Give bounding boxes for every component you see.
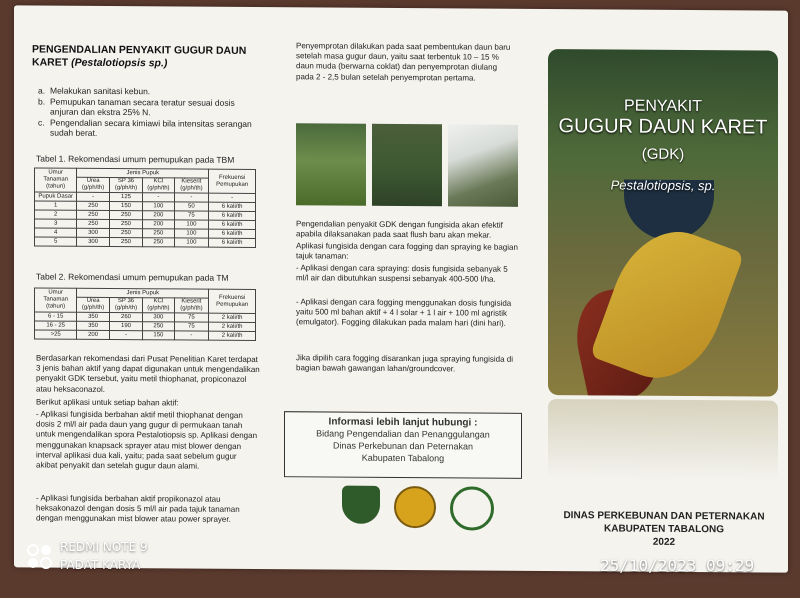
contact-heading: Informasi lebih lanjut hubungi :	[328, 416, 478, 429]
agency-seal-icon	[394, 486, 436, 528]
list-item: a. Melakukan sanitasi kebun.	[38, 85, 151, 97]
header-cell: Umur Tanaman (tahun)	[35, 288, 77, 312]
agency-region: KABUPATEN TABALONG	[604, 523, 724, 536]
cover-title-line1: PENYAKIT	[624, 97, 702, 116]
table-row	[35, 330, 256, 341]
table1-caption: Tabel 1. Rekomendasi umum pemupukan pada TBM	[36, 153, 235, 165]
table-cell: 300	[77, 237, 109, 246]
table-cell: 190	[109, 321, 143, 330]
photo-fogging-1	[296, 123, 366, 205]
header-cell: Jenis Pupuk	[77, 168, 209, 178]
logo-row	[342, 486, 494, 531]
timestamp: 25/10/2023 09:29	[600, 556, 755, 575]
table-cell: 200	[143, 211, 174, 220]
middle-paragraph-5: Jika dipilih cara fogging disarankan juga spraying fungisida di bagian bawah gawangan lahan/groundcover.	[296, 353, 514, 374]
table-cell: 2 kali/th	[209, 313, 256, 322]
table-cell: 250	[109, 228, 143, 237]
subheader-cell: SP 36 (g/ph/th)	[109, 177, 143, 192]
table-cell: 16 - 25	[35, 321, 77, 330]
table-cell: 250	[77, 210, 109, 219]
cover-title-line2: GUGUR DAUN KARET	[558, 115, 768, 139]
contact-box	[284, 411, 522, 479]
middle-intro: Penyemprotan dilakukan pada saat pembentukan daun baru setelah masa gugur daun, yaitu saat terbentuk 10 – 15 % daun muda (berwarna coklat) dan penyemprotan diulang pada 2 - 2,5 bulan setelah penyemprotan pertama.	[296, 41, 511, 83]
left-paragraph-3: - Aplikasi fungisida berbahan aktif metil thiophanat dengan dosis 2 ml/l air pada daun yang gugur di permukaan tanah untuk mengendalikan spora Pestalotiopsis sp. Aplikasi dengan menggunakan knapsack sprayer atau mist blower dengan interval aplikasi dua kali, yaitu; pada saat sebelum gugur akibat penyakit dan setelah gugur daun alami.	[36, 409, 258, 471]
agency-name: DINAS PERKEBUNAN DAN PETERNAKAN	[563, 510, 765, 523]
table-cell: 100	[174, 238, 209, 247]
agency-block	[548, 509, 780, 550]
subheader-cell: SP 36 (g/ph/th)	[109, 297, 143, 312]
table-cell: 100	[174, 229, 209, 238]
middle-paragraph-2: Aplikasi fungisida dengan cara fogging dan spraying ke bagian tajuk tanaman:	[296, 241, 518, 261]
table2-caption: Tabel 2. Rekomendasi umum pemupukan pada TM	[36, 271, 229, 283]
table-cell: 6 kali/th	[209, 211, 256, 220]
table-cell: 250	[143, 229, 174, 238]
table-cell: 200	[77, 330, 109, 339]
photo-fogging-3	[448, 124, 518, 206]
table-cell: 150	[143, 331, 174, 340]
middle-paragraph-4: - Aplikasi dengan cara fogging menggunakan dosis fungisida yaitu 500 ml bahan aktif + 4 l solar + 1 l air + 100 ml agristik (emulgator). Fogging dilakukan pada malam hari (dini hari).	[296, 297, 512, 329]
table-cell: 100	[174, 220, 209, 229]
cover-subtitle: Pestalotiopsis, sp.	[610, 177, 716, 194]
agency-year: 2022	[652, 536, 676, 548]
table-cell: 300	[143, 313, 174, 322]
table-cell: 3	[35, 219, 77, 228]
table1	[34, 167, 256, 248]
control-list	[38, 85, 258, 139]
table-cell: 6 - 15	[35, 312, 77, 321]
contact-line: Kabupaten Tabalong	[361, 452, 445, 464]
subheader-cell: Kieserit (g/ph/th)	[174, 298, 209, 313]
left-paragraph-1: Berdasarkan rekomendasi dari Pusat Penelitian Karet terdapat 3 jenis bahan aktif yang dapat digunakan untuk mengendalikan penyakit GDK tersebut, yaitu metil thiophanat, propiconazol atau heksaconazol.	[36, 353, 260, 394]
tabalong-emblem-icon	[342, 486, 380, 524]
cover-photo	[548, 49, 778, 397]
photo-strip	[296, 123, 518, 207]
table-cell: >25	[35, 330, 77, 339]
table-cell: -	[174, 331, 209, 340]
table-cell: 300	[77, 228, 109, 237]
middle-paragraph-1: Pengendalian penyakit GDK dengan fungisida akan efektif apabila dilaksanakan pada saat flush baru akan mekar.	[296, 219, 503, 240]
subheader-cell: KCl (g/ph/th)	[143, 178, 174, 193]
table-cell: 2 kali/th	[209, 331, 256, 340]
table-cell: 150	[109, 201, 143, 210]
padat-karya-logo-icon	[450, 486, 494, 530]
table-cell: 125	[109, 192, 143, 201]
table-cell: 1	[35, 201, 77, 210]
photo-fogging-2	[372, 124, 442, 206]
header-cell: Frekuensi Pemupukan	[209, 169, 256, 193]
table-cell: 260	[109, 312, 143, 321]
table-cell: 250	[109, 237, 143, 246]
table-cell: 75	[174, 211, 209, 220]
left-paragraph-4: - Aplikasi fungisida berbahan aktif propikonazol atau heksakonazol dengan dosis 5 ml/l air pada tajuk tanaman dengan menggunakan mist blower atau power sprayer.	[36, 493, 240, 525]
table-cell: 250	[109, 219, 143, 228]
cover-title-line3: (GDK)	[641, 145, 685, 163]
table-cell: 6 kali/th	[209, 229, 256, 238]
header-cell: Jenis Pupuk	[77, 288, 209, 298]
table-cell: 6 kali/th	[209, 202, 256, 211]
contact-line: Dinas Perkebunan dan Peternakan	[332, 440, 474, 452]
contact-line: Bidang Pengendalian dan Penanggulangan	[316, 428, 490, 440]
left-heading: PENGENDALIAN PENYAKIT GUGUR DAUN KARET (Pestalotiopsis sp.)	[32, 43, 247, 70]
table-cell: 75	[174, 322, 209, 331]
table-cell: 250	[109, 210, 143, 219]
table-cell: -	[77, 192, 109, 201]
table-cell: -	[174, 193, 209, 202]
camera-dots-icon	[26, 542, 54, 570]
subheader-cell: Urea (g/ph/th)	[77, 297, 109, 312]
header-cell: Frekuensi Pemupukan	[209, 289, 256, 313]
left-paragraph-2: Berikut aplikasi untuk setiap bahan aktif:	[36, 397, 179, 408]
table-cell: 75	[174, 313, 209, 322]
table-cell: 200	[143, 220, 174, 229]
header-cell: Umur Tanaman (tahun)	[35, 168, 77, 192]
table-cell: 2 kali/th	[209, 322, 256, 331]
cover-reflection	[548, 399, 778, 481]
table-row	[35, 237, 256, 248]
table-cell: 100	[143, 202, 174, 211]
table-cell: 2	[35, 210, 77, 219]
table-cell: 5	[35, 237, 77, 246]
table-cell: 350	[77, 312, 109, 321]
table-cell: 4	[35, 228, 77, 237]
list-item: c. Pengendalian secara kimiawi bila intensitas serangan sudah berat.	[38, 116, 252, 138]
table-cell: -	[209, 193, 256, 202]
list-item: b. Pemupukan tanaman secara teratur sesuai dosis anjuran dan ekstra 25% N.	[38, 95, 235, 118]
table-cell: 350	[77, 321, 109, 330]
table-cell: 50	[174, 202, 209, 211]
table-cell: Pupuk Dasar	[35, 192, 77, 201]
tagline-watermark: PADAT KARYA	[60, 558, 141, 572]
brochure-sheet	[14, 5, 788, 572]
table-cell: 250	[143, 238, 174, 247]
table-cell: 250	[77, 201, 109, 210]
subheader-cell: KCl (g/ph/th)	[143, 298, 174, 313]
table-cell: -	[143, 193, 174, 202]
table2	[34, 287, 256, 341]
table-cell: 250	[143, 322, 174, 331]
middle-paragraph-3: - Aplikasi dengan cara spraying: dosis fungisida sebanyak 5 ml/l air dan dibutuhkan suspensi sebanyak 400-500 l/ha.	[296, 263, 508, 284]
subheader-cell: Urea (g/ph/th)	[77, 177, 109, 192]
table-cell: 6 kali/th	[209, 238, 256, 247]
subheader-cell: Kieserit (g/ph/th)	[174, 178, 209, 193]
table-cell: 6 kali/th	[209, 220, 256, 229]
device-watermark: REDMI NOTE 9	[60, 540, 148, 554]
table-cell: 250	[77, 219, 109, 228]
table-cell: -	[109, 330, 143, 339]
